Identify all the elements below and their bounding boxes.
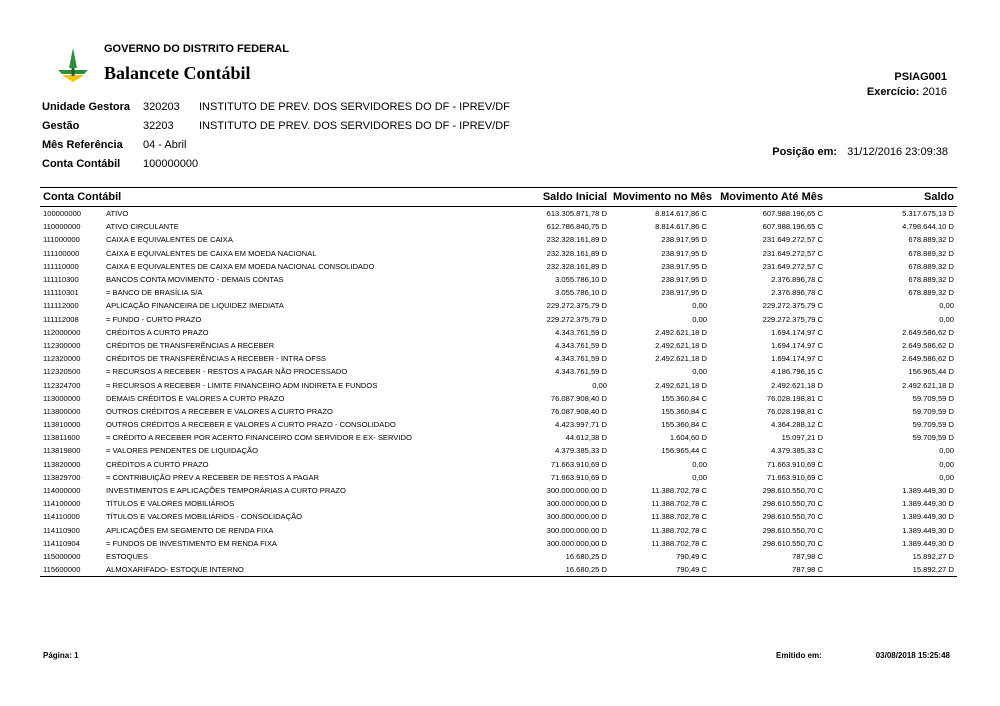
- cell-movimento-mes: 0,00: [692, 472, 707, 482]
- table-row: [40, 299, 957, 312]
- cell-movimento-mes: 2.492.621,18 D: [655, 354, 707, 364]
- cell-saldo-inicial: 4.423.997,71 D: [555, 420, 607, 430]
- cell-description: DEMAIS CRÉDITOS E VALORES A CURTO PRAZO: [106, 393, 285, 403]
- cell-movimento-ate-mes: 4.364.288,12 C: [771, 420, 823, 430]
- conta-value: 100000000: [143, 158, 199, 170]
- cell-code: 111110300: [43, 275, 79, 285]
- col-saldo-inicial: Saldo Inicial: [502, 188, 610, 207]
- cell-movimento-ate-mes: 298.610.550,70 C: [762, 512, 823, 522]
- cell-description: APLICAÇÕES EM SEGMENTO DE RENDA FIXA: [106, 525, 274, 535]
- cell-description: INVESTIMENTOS E APLICAÇÕES TEMPORÁRIAS A CURTO PRAZO: [106, 486, 346, 496]
- cell-saldo-inicial: 3.055.786,10 D: [555, 288, 607, 298]
- cell-movimento-ate-mes: 2.376.896,78 C: [771, 288, 823, 298]
- cell-movimento-ate-mes: 71.663.910,69 C: [766, 472, 823, 482]
- cell-saldo-inicial: 76.087.908,40 D: [550, 406, 607, 416]
- table-row: [40, 352, 957, 365]
- cell-saldo-inicial: 44.612,38 D: [565, 433, 607, 443]
- cell-movimento-ate-mes: 4.379.385,33 C: [771, 446, 823, 456]
- cell-code: 112320500: [43, 367, 81, 377]
- balancete-table: [40, 187, 957, 577]
- cell-movimento-mes: 790,49 C: [610, 563, 710, 577]
- cell-movimento-ate-mes: 787,98 C: [710, 563, 826, 577]
- cell-saldo: 0,00: [939, 446, 954, 456]
- cell-movimento-mes: 11.388.702,78 C: [651, 486, 707, 496]
- cell-movimento-mes: 0,00: [692, 459, 707, 469]
- report-title: Balancete Contábil: [104, 63, 251, 83]
- cell-code: 114110904: [43, 538, 80, 548]
- table-row: [40, 247, 957, 260]
- table-row: [40, 392, 957, 405]
- table-row: [40, 365, 957, 378]
- cell-saldo: 1.389.449,30 D: [902, 499, 954, 509]
- cell-saldo-inicial: 229.272.375,79 D: [546, 314, 607, 324]
- cell-saldo-inicial: 300.000.000,00 D: [546, 486, 607, 496]
- cell-description: TÍTULOS E VALORES MOBILIÁRIOS: [106, 499, 235, 509]
- cell-movimento-mes: 156.965,44 C: [661, 446, 707, 456]
- cell-movimento-mes: 2.492.621,18 D: [655, 327, 707, 337]
- cell-code: 111112000: [43, 301, 79, 311]
- cell-saldo-inicial: 232.328.161,89 D: [546, 261, 607, 271]
- cell-movimento-ate-mes: 2.376.896,78 C: [771, 275, 823, 285]
- cell-saldo: 1.389.449,30 D: [902, 525, 954, 535]
- cell-saldo-inicial: 4.343.761,59 D: [555, 367, 607, 377]
- cell-description: APLICAÇÃO FINANCEIRA DE LIQUIDEZ IMEDIATA: [106, 301, 284, 311]
- mes-value: 04 - Abril: [143, 139, 187, 151]
- government-name: GOVERNO DO DISTRITO FEDERAL: [104, 43, 289, 55]
- cell-saldo-inicial: 300.000.000,00 D: [546, 499, 607, 509]
- cell-code: 112324700: [43, 380, 81, 390]
- cell-movimento-mes: 11.388.702,78 C: [651, 499, 707, 509]
- cell-saldo: 1.389.449,30 D: [902, 512, 954, 522]
- cell-description: = FUNDOS DE INVESTIMENTO EM RENDA FIXA: [106, 538, 277, 548]
- cell-code: 100000000: [43, 209, 82, 219]
- table-row: [40, 313, 957, 326]
- cell-description: CAIXA E EQUIVALENTES DE CAIXA EM MOEDA NACIONAL: [106, 248, 317, 258]
- cell-code: 113800000: [43, 406, 81, 416]
- cell-code: 113810000: [43, 420, 81, 430]
- cell-movimento-ate-mes: 71.663.910,69 C: [766, 459, 823, 469]
- position-value: 31/12/2016 23:09:38: [847, 146, 948, 158]
- cell-saldo: 0,00: [939, 472, 954, 482]
- emitted-date: 03/08/2018 15:25:48: [875, 651, 950, 660]
- cell-code: 113811600: [43, 433, 80, 443]
- cell-description: BANCOS CONTA MOVIMENTO - DEMAIS CONTAS: [106, 275, 284, 285]
- cell-saldo: 678.889,32 D: [908, 261, 954, 271]
- table-row: [40, 378, 957, 391]
- cell-code: 115000000: [43, 551, 81, 561]
- cell-saldo: 678.889,32 D: [908, 288, 954, 298]
- table-header-row: [40, 188, 957, 207]
- emitted-label: Emitido em:: [776, 651, 822, 660]
- table-row: [40, 207, 957, 221]
- cell-movimento-ate-mes: 231.649.272,57 C: [762, 235, 823, 245]
- cell-description: CRÉDITOS A CURTO PRAZO: [106, 327, 209, 337]
- table-row: [40, 431, 957, 444]
- cell-movimento-ate-mes: 231.649.272,57 C: [762, 261, 823, 271]
- cell-movimento-mes: 0,00: [692, 367, 707, 377]
- cell-description: = CRÉDITO A RECEBER POR ACERTO FINANCEIRO COM SERVIDOR E EX- SERVIDO: [106, 433, 412, 443]
- cell-saldo: 15.892,27 D: [912, 551, 954, 561]
- cell-movimento-ate-mes: 231.649.272,57 C: [762, 248, 823, 258]
- cell-movimento-mes: 155.360,84 C: [661, 406, 707, 416]
- cell-description: CRÉDITOS A CURTO PRAZO: [106, 459, 209, 469]
- table-row: [40, 326, 957, 339]
- cell-movimento-ate-mes: 607.988.196,65 C: [762, 222, 823, 232]
- cell-code: 113829700: [43, 472, 81, 482]
- cell-saldo-inicial: 3.055.786,10 D: [555, 275, 607, 285]
- table-row: [40, 550, 957, 563]
- table-row: [40, 537, 957, 550]
- cell-code: 113819800: [43, 446, 81, 456]
- cell-description: CAIXA E EQUIVALENTES DE CAIXA: [106, 235, 233, 245]
- cell-saldo-inicial: 229.272.375,79 D: [546, 301, 607, 311]
- cell-description: ESTOQUES: [106, 551, 149, 561]
- cell-saldo: 59.709,59 D: [912, 433, 954, 443]
- cell-saldo: 0,00: [939, 314, 954, 324]
- gdf-logo-icon: [56, 46, 90, 86]
- table-row: [40, 458, 957, 471]
- cell-movimento-ate-mes: 298.610.550,70 C: [762, 486, 823, 496]
- cell-code: 114110000: [43, 512, 80, 522]
- cell-saldo: 59.709,59 D: [912, 406, 954, 416]
- cell-movimento-mes: 8.814.617,86 C: [655, 209, 707, 219]
- cell-description: ATIVO CIRCULANTE: [106, 222, 179, 232]
- unidade-code: 320203: [143, 101, 180, 113]
- cell-description: CRÉDITOS DE TRANSFERÊNCIAS A RECEBER - INTRA OFSS: [106, 354, 326, 364]
- col-saldo: Saldo: [826, 188, 957, 207]
- cell-movimento-mes: 0,00: [692, 301, 707, 311]
- table-row: [40, 273, 957, 286]
- conta-label: Conta Contábil: [42, 158, 121, 170]
- table-row: [40, 563, 957, 577]
- table-row: [40, 510, 957, 523]
- cell-saldo-inicial: 4.343.761,59 D: [555, 327, 607, 337]
- cell-code: 111000000: [43, 235, 80, 245]
- cell-code: 112000000: [43, 327, 81, 337]
- cell-movimento-mes: 238.917,95 D: [661, 248, 707, 258]
- exercise-value: 2016: [922, 86, 947, 98]
- cell-description: = CONTRIBUIÇÃO PREV A RECEBER DE RESTOS A PAGAR: [106, 472, 320, 482]
- cell-code: 111110301: [43, 288, 79, 298]
- table-row: [40, 484, 957, 497]
- cell-saldo: 678.889,32 D: [908, 275, 954, 285]
- cell-movimento-ate-mes: 1.694.174,97 C: [771, 354, 823, 364]
- cell-movimento-ate-mes: 76.028.198,81 C: [766, 406, 823, 416]
- table-row: [40, 524, 957, 537]
- cell-movimento-mes: 1.604,60 D: [669, 433, 707, 443]
- table-row: [40, 418, 957, 431]
- col-movimento-mes: Movimento no Mês: [610, 188, 710, 207]
- cell-code: 110000000: [43, 222, 81, 232]
- cell-movimento-ate-mes: 607.988.196,65 C: [762, 209, 823, 219]
- cell-saldo: 1.389.449,30 D: [902, 486, 954, 496]
- cell-movimento-ate-mes: 229.272.375,79 C: [762, 314, 823, 324]
- cell-movimento-ate-mes: 4.186.796,15 C: [771, 367, 823, 377]
- cell-movimento-ate-mes: 298.610.550,70 C: [762, 499, 823, 509]
- cell-movimento-ate-mes: 76.028.198,81 C: [766, 393, 823, 403]
- cell-saldo-inicial: 232.328.161,89 D: [546, 235, 607, 245]
- cell-saldo: 2.649.586,62 D: [902, 327, 954, 337]
- cell-code: 114110900: [43, 525, 80, 535]
- gestao-label: Gestão: [42, 120, 80, 132]
- cell-code: 113000000: [43, 393, 81, 403]
- cell-code: 114100000: [43, 499, 81, 509]
- col-movimento-ate-mes: Movimento Até Mês: [710, 188, 826, 207]
- cell-saldo: 678.889,32 D: [908, 248, 954, 258]
- table-row: [40, 220, 957, 233]
- cell-description: = RECURSOS A RECEBER - LIMITE FINANCEIRO ADM INDIRETA E FUNDOS: [106, 380, 378, 390]
- cell-saldo: 2.492.621,18 D: [902, 380, 954, 390]
- table-row: [40, 233, 957, 246]
- cell-saldo: 2.649.586,62 D: [902, 340, 954, 350]
- cell-movimento-mes: 11.388.702,78 C: [651, 525, 707, 535]
- position-label: Posição em:: [772, 146, 838, 158]
- cell-movimento-mes: 238.917,95 D: [661, 261, 707, 271]
- cell-saldo-inicial: 612.786.840,75 D: [546, 222, 607, 232]
- cell-movimento-ate-mes: 1.694.174,97 C: [771, 327, 823, 337]
- cell-description: = BANCO DE BRASÍLIA S/A: [106, 288, 203, 298]
- mes-label: Mês Referência: [42, 139, 123, 151]
- table-body: [40, 207, 957, 577]
- cell-saldo: 59.709,59 D: [912, 393, 954, 403]
- cell-saldo-inicial: 300.000.000,00 D: [546, 512, 607, 522]
- cell-saldo-inicial: 613.305.871,78 D: [546, 209, 607, 219]
- exercise-year: [867, 86, 947, 98]
- cell-saldo: 678.889,32 D: [908, 235, 954, 245]
- cell-saldo-inicial: 300.000.000,00 D: [546, 525, 607, 535]
- cell-movimento-mes: 2.492.621,18 D: [655, 380, 707, 390]
- cell-saldo: 2.649.586,62 D: [902, 354, 954, 364]
- cell-saldo: 1.389.449,30 D: [902, 538, 954, 548]
- table-row: [40, 286, 957, 299]
- cell-description: = VALORES PENDENTES DE LIQUIDAÇÃO: [106, 446, 258, 456]
- system-code: PSIAG001: [894, 71, 947, 83]
- cell-movimento-ate-mes: 2.492.621,18 D: [771, 380, 823, 390]
- cell-saldo: 59.709,59 D: [912, 420, 954, 430]
- exercise-label: Exercício:: [866, 86, 920, 98]
- table-row: [40, 339, 957, 352]
- cell-saldo-inicial: 71.663.910,69 D: [550, 472, 607, 482]
- cell-movimento-mes: 238.917,95 D: [661, 235, 707, 245]
- cell-movimento-mes: 155.360,84 C: [661, 420, 707, 430]
- cell-movimento-ate-mes: 15.097,21 D: [781, 433, 823, 443]
- cell-saldo-inicial: 4.379.385,33 D: [555, 446, 607, 456]
- cell-saldo: 5.317.675,13 D: [902, 209, 954, 219]
- cell-description: ALMOXARIFADO- ESTOQUE INTERNO: [104, 563, 502, 577]
- cell-code: 112300000: [43, 340, 81, 350]
- cell-code: 113820000: [43, 459, 81, 469]
- cell-saldo: 15.892,27 D: [826, 563, 957, 577]
- table-row: [40, 471, 957, 484]
- cell-movimento-mes: 790,49 C: [676, 551, 707, 561]
- cell-saldo: 0,00: [939, 459, 954, 469]
- cell-description: CRÉDITOS DE TRANSFERÊNCIAS A RECEBER: [106, 340, 275, 350]
- cell-saldo-inicial: 71.663.910,69 D: [550, 459, 607, 469]
- cell-saldo: 0,00: [939, 301, 954, 311]
- cell-code: 115600000: [40, 563, 104, 577]
- table-row: [40, 444, 957, 457]
- cell-saldo-inicial: 16.680,25 D: [502, 563, 610, 577]
- position-date: [772, 146, 948, 158]
- cell-description: OUTROS CRÉDITOS A RECEBER E VALORES A CURTO PRAZO: [106, 406, 333, 416]
- cell-description: TÍTULOS E VALORES MOBILIÁRIOS - CONSOLIDAÇÃO: [106, 512, 303, 522]
- cell-code: 111110000: [43, 261, 79, 271]
- cell-saldo-inicial: 76.087.908,40 D: [550, 393, 607, 403]
- table-row: [40, 405, 957, 418]
- cell-movimento-mes: 8.814.617,86 C: [655, 222, 707, 232]
- cell-saldo-inicial: 4.343.761,59 D: [555, 340, 607, 350]
- cell-code: 112320000: [43, 354, 81, 364]
- cell-saldo-inicial: 300.000.000,00 D: [546, 538, 607, 548]
- cell-code: 111100000: [43, 248, 80, 258]
- cell-movimento-ate-mes: 298.610.550,70 C: [762, 525, 823, 535]
- cell-movimento-mes: 2.492.621,18 D: [655, 340, 707, 350]
- cell-movimento-ate-mes: 298.610.550,70 C: [762, 538, 823, 548]
- col-conta: Conta Contábil: [40, 188, 502, 207]
- page-number: Página: 1: [43, 651, 79, 660]
- cell-movimento-mes: 0,00: [692, 314, 707, 324]
- table-row: [40, 497, 957, 510]
- gestao-desc: INSTITUTO DE PREV. DOS SERVIDORES DO DF - IPREV/DF: [199, 120, 510, 132]
- cell-saldo: 156.965,44 D: [908, 367, 954, 377]
- cell-movimento-mes: 155.360,84 C: [661, 393, 707, 403]
- cell-code: 114000000: [43, 486, 81, 496]
- cell-code: 111112008: [43, 314, 79, 324]
- cell-saldo-inicial: 4.343.761,59 D: [555, 354, 607, 364]
- cell-movimento-mes: 238.917,95 D: [661, 288, 707, 298]
- cell-movimento-ate-mes: 787,98 C: [792, 551, 823, 561]
- cell-description: = RECURSOS A RECEBER - RESTOS A PAGAR NÃO PROCESSADO: [106, 367, 348, 377]
- unidade-label: Unidade Gestora: [42, 101, 131, 113]
- unidade-desc: INSTITUTO DE PREV. DOS SERVIDORES DO DF - IPREV/DF: [199, 101, 510, 113]
- cell-description: = FUNDO - CURTO PRAZO: [106, 314, 202, 324]
- cell-movimento-mes: 11.388.702,78 C: [651, 512, 707, 522]
- cell-description: ATIVO: [106, 209, 129, 219]
- cell-description: CAIXA E EQUIVALENTES DE CAIXA EM MOEDA NACIONAL CONSOLIDADO: [106, 261, 375, 271]
- cell-movimento-ate-mes: 229.272.375,79 C: [762, 301, 823, 311]
- cell-description: OUTROS CRÉDITOS A RECEBER E VALORES A CURTO PRAZO - CONSOLIDADO: [106, 420, 396, 430]
- cell-movimento-mes: 11.388.702,78 C: [651, 538, 707, 548]
- table-row: [40, 260, 957, 273]
- balancete-table-wrap: [40, 187, 957, 577]
- cell-saldo: 4.798.644,10 D: [902, 222, 954, 232]
- cell-saldo-inicial: 232.328.161,89 D: [546, 248, 607, 258]
- cell-saldo-inicial: 16.680,25 D: [565, 551, 607, 561]
- cell-movimento-ate-mes: 1.694.174,97 C: [771, 340, 823, 350]
- gestao-code: 32203: [143, 120, 174, 132]
- cell-movimento-mes: 238.917,95 D: [661, 275, 707, 285]
- cell-saldo-inicial: 0,00: [592, 380, 607, 390]
